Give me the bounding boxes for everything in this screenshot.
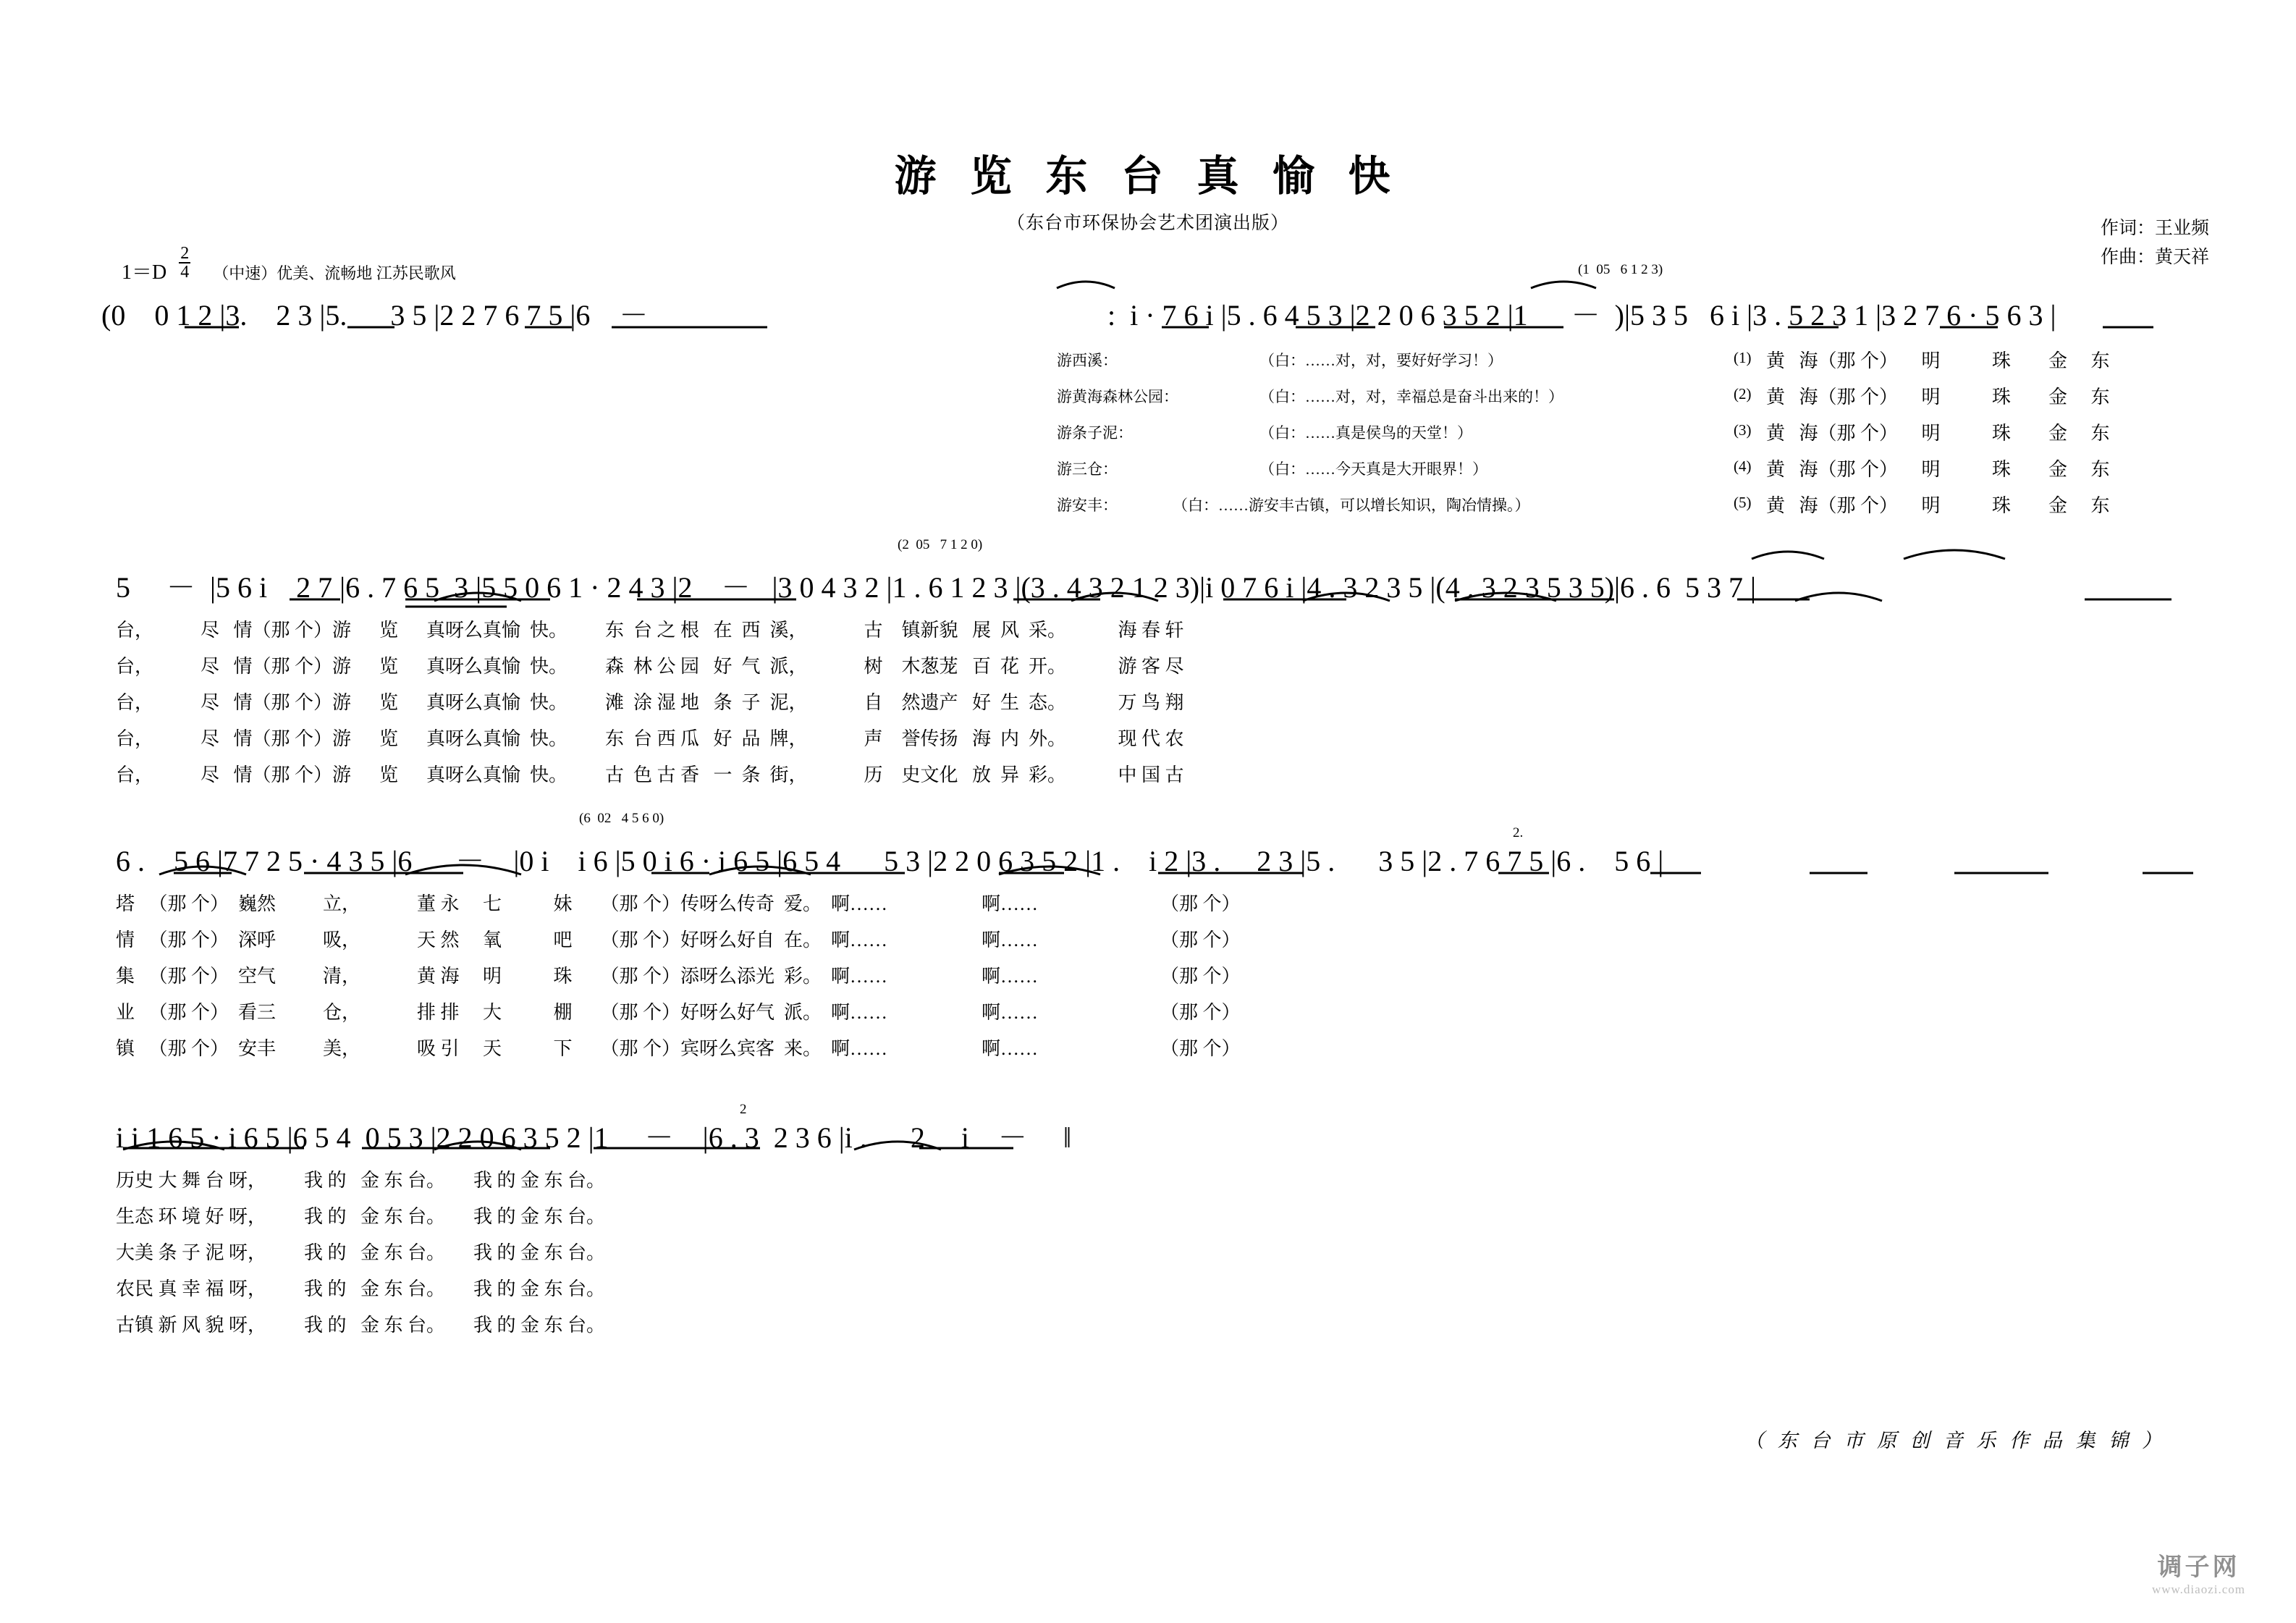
verse-lyric-2: 黄 海（那 个） 明 珠 金 东 (1766, 387, 2110, 408)
system-2-lyric-3: 台， 尽 情（那 个）游 览 真呀么真愉 快。 滩 涂 湿 地 条 子 泥， 自 然遗产 好 生 态。 万 鸟 翔 (116, 692, 1184, 713)
system-4-lyric-1: 历史 大 舞 台 呀， 我 的 金 东 台。 我 的 金 东 台。 (116, 1170, 606, 1191)
verse-lyric-1: 黄 海（那 个） 明 珠 金 东 (1766, 350, 2110, 371)
spoken-text-1: （白：……对，对，要好好学习！） (1259, 352, 1503, 369)
spoken-text-4: （白：……今天真是大开眼界！） (1259, 460, 1487, 478)
system-2-ornament: (2 05 7 1 2 0) (898, 537, 983, 552)
credits (2101, 214, 2209, 272)
system-3-lyric-4: 业 （那 个） 看三 仓， 排 排 大 棚 （那 个）好呀么好气 派。 啊…… 啊…… （那 个） (116, 1002, 1241, 1023)
system-1-ornament: (1 05 6 1 2 3) (1578, 262, 1663, 277)
composer: 作曲：黄天祥 (2100, 248, 2209, 267)
spoken-text-2: （白：……对，对，幸福总是奋斗出来的！） (1259, 388, 1563, 405)
spoken-role-1: 游西溪： (1057, 352, 1118, 369)
meter-denominator: 4 (180, 263, 190, 282)
key-signature: 1＝D (122, 261, 167, 284)
verse-lyric-4: 黄 海（那 个） 明 珠 金 东 (1766, 459, 2110, 480)
system-3-lyric-3: 集 （那 个） 空气 清， 黄 海 明 珠 （那 个）添呀么添光 彩。 啊…… 啊…… （那 个） (116, 966, 1241, 987)
tempo-marking: （中速）优美、流畅地 江苏民歌风 (213, 264, 456, 282)
verse-lyric-3: 黄 海（那 个） 明 珠 金 东 (1766, 423, 2110, 444)
system-3-notes: 6 . 5 6 |7 7 2 5 · 4 3 5 |6 － |0 i i 6 |5 0 i 6 · i 6 5 |6 5 4 5 3 |2 2 0 6 3 5 2 |1 . i 2 |3 . 2 3 |5 . 3 5 |2 . 7 6 7 5 |6 . 5 6 | (116, 845, 1664, 877)
system-3-lyric-5: 镇 （那 个） 安丰 美， 吸 引 天 下 （那 个）宾呀么宾客 来。 啊…… 啊…… （那 个） (116, 1038, 1241, 1059)
watermark-title: 调子网 (2157, 1554, 2240, 1581)
system-3-ornament: (6 02 4 5 6 0) (579, 811, 664, 826)
page-title: 游 览 东 台 真 愉 快 (894, 153, 1402, 200)
watermark-url: www.diaozi.com (2151, 1582, 2245, 1596)
system-4-ending-mark: 2 (740, 1102, 747, 1117)
system-1-notes-left: (0 0 1 2 |3. 2 3 |5. 3 5 |2 2 7 6 7 5 |6 － (101, 299, 649, 332)
verse-number-2: (2) (1734, 385, 1752, 402)
verse-lyric-5: 黄 海（那 个） 明 珠 金 东 (1766, 495, 2110, 516)
verse-number-1: (1) (1734, 349, 1752, 366)
system-2-notes: 5 － |5 6 i 2 7 |6 . 7 6 5 3 |5 5 0 6 1 · 2 4 3 |2 － |3 0 4 3 2 |1 . 6 1 2 3 |(3 . 4 3 2 1 2 3)|i 0 7 6 i |4 . 3 2 3 5 |(4 . 3 2 3 5 3 5)|6 . 6 5 3 7 | (116, 571, 1757, 604)
verse-number-5: (5) (1734, 494, 1752, 511)
system-4-lyric-5: 古镇 新 风 貌 呀， 我 的 金 东 台。 我 的 金 东 台。 (116, 1315, 606, 1336)
watermark (2152, 1547, 2245, 1597)
system-2-lyric-5: 台， 尽 情（那 个）游 览 真呀么真愉 快。 古 色 古 香 一 条 街， 历 史文化 放 异 彩。 中 国 古 (116, 764, 1184, 785)
spoken-role-3: 游条子泥： (1057, 424, 1133, 442)
system-2-lyric-1: 台， 尽 情（那 个）游 览 真呀么真愉 快。 东 台 之 根 在 西 溪， 古 镇新貌 展 风 采。 海 春 轩 (116, 620, 1184, 641)
spoken-text-5: （白：……游安丰古镇，可以增长知识，陶冶情操。） (1173, 497, 1530, 514)
system-2-lyric-2: 台， 尽 情（那 个）游 览 真呀么真愉 快。 森 林 公 园 好 气 派， 树 木葱茏 百 花 开。 游 客 尽 (116, 656, 1184, 677)
system-3-lyric-1: 塔 （那 个） 巍然 立， 董 永 七 妹 （那 个）传呀么传奇 爱。 啊…… 啊…… （那 个） (116, 893, 1241, 914)
system-3-lyric-2: 情 （那 个） 深呼 吸， 天 然 氧 吧 （那 个）好呀么好自 在。 啊…… 啊…… （那 个） (116, 929, 1241, 950)
key-and-tempo (122, 246, 456, 285)
spoken-role-5: 游安丰： (1057, 497, 1118, 514)
spoken-role-2: 游黄海森林公园： (1057, 388, 1178, 405)
system-4-notes: i i 1 6 5 · i 6 5 |6 5 4 0 5 3 |2 2 0 6 3 5 2 |1 － |6 . 3 2 3 6 |i . 2 i － ‖ (116, 1121, 1072, 1154)
spoken-text-3: （白：……真是侯鸟的天堂！） (1259, 424, 1472, 442)
system-2-lyric-4: 台， 尽 情（那 个）游 览 真呀么真愉 快。 东 台 西 瓜 好 品 牌， 声 誉传扬 海 内 外。 现 代 农 (116, 728, 1184, 749)
spoken-role-4: 游三仓： (1057, 460, 1118, 478)
system-4-lyric-2: 生态 环 境 好 呀， 我 的 金 东 台。 我 的 金 东 台。 (116, 1206, 606, 1227)
verse-number-4: (4) (1734, 458, 1752, 475)
footer-note: （ 东 台 市 原 创 音 乐 作 品 集 锦 ） (1744, 1430, 2166, 1451)
meter-numerator: 2 (180, 244, 190, 263)
system-3-ending-mark: 2. (1513, 825, 1524, 840)
lyricist: 作词：王业频 (2100, 219, 2209, 238)
system-1-notes-right: : i · 7 6 i |5 . 6 4 5 3 |2 2 0 6 3 5 2 |1 － )|5 3 5 6 i |3 . 5 2 3 1 |3 2 7 6 · 5 6 3 | (1107, 299, 2056, 332)
time-signature (179, 245, 190, 281)
system-4-lyric-3: 大美 条 子 泥 呀， 我 的 金 东 台。 我 的 金 东 台。 (116, 1242, 606, 1263)
page-subtitle: （东台市环保协会艺术团演出版） (1006, 214, 1289, 233)
system-4-lyric-4: 农民 真 幸 福 呀， 我 的 金 东 台。 我 的 金 东 台。 (116, 1278, 606, 1299)
verse-number-3: (3) (1734, 421, 1752, 439)
